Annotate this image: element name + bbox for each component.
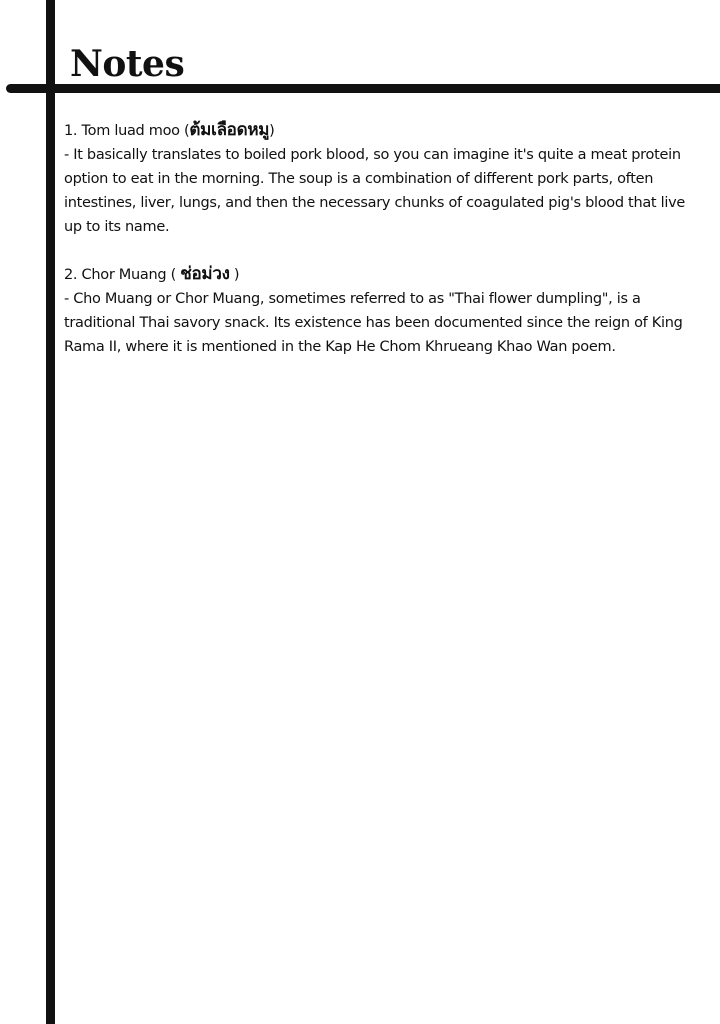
note-item	[64, 118, 704, 239]
note-thai-open: (	[184, 123, 190, 139]
note-thai-open: (	[170, 267, 181, 283]
page-title: Notes	[70, 43, 185, 85]
note-heading	[64, 262, 704, 287]
note-heading-text: 1. Tom luad moo	[64, 123, 180, 139]
note-thai-close: )	[229, 267, 240, 283]
note-body: - Cho Muang or Chor Muang, sometimes referred to as "Thai flower dumpling", is a traditional Thai savory snack. Its existence has been documented since the reign of King Rama II, where it is mentioned in the Kap He Chom Khrueang Khao Wan poem.	[64, 291, 683, 355]
notes-list	[64, 118, 704, 382]
note-thai-name: ช่อม่วง	[180, 264, 230, 284]
note-item	[64, 262, 704, 359]
note-thai-close: )	[269, 123, 275, 139]
note-heading-text: 2. Chor Muang	[64, 267, 167, 283]
vertical-rule	[46, 0, 55, 1024]
note-thai-name: ต้มเลือดหมู	[189, 120, 270, 140]
note-heading	[64, 118, 704, 143]
note-body: - It basically translates to boiled pork blood, so you can imagine it's quite a meat protein option to eat in the morning. The soup is a combination of different pork parts, often intestines, liver, lungs, and then the necessary chunks of coagulated pig's blood that live up to its name.	[64, 147, 685, 235]
